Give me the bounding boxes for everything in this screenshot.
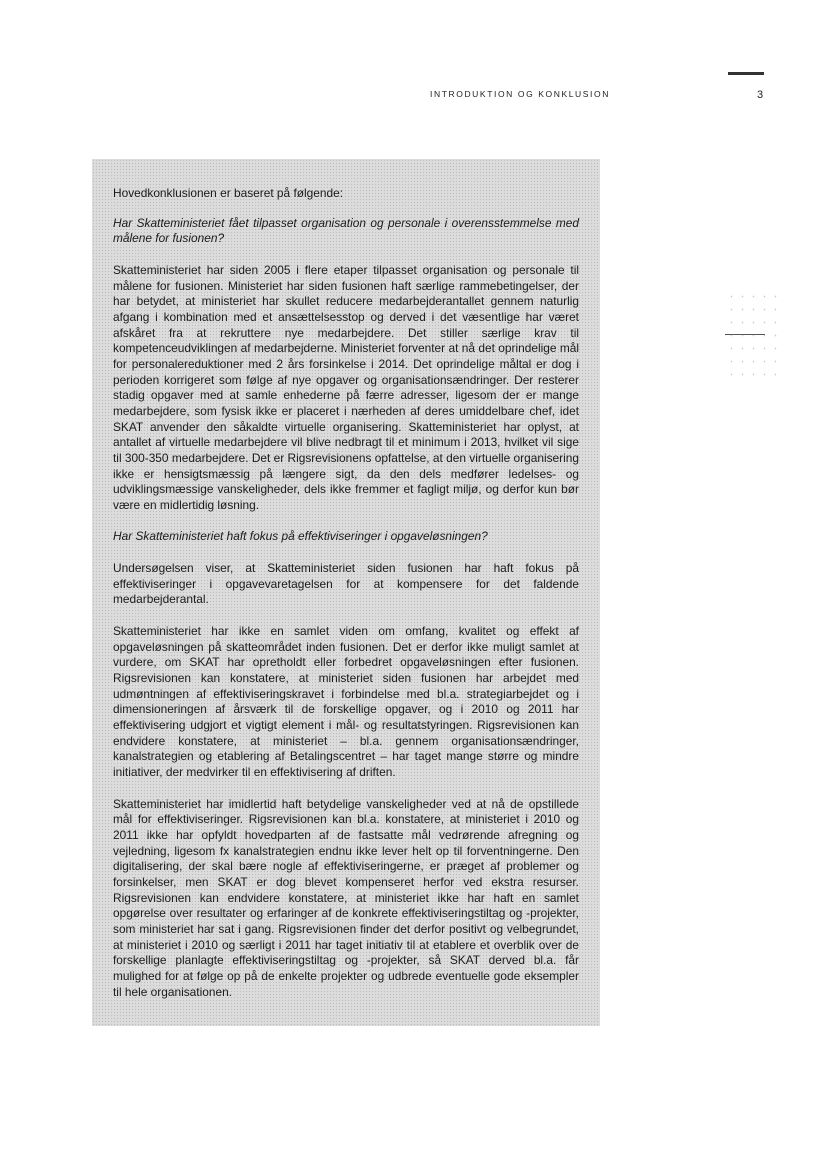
page-number: 3 [757, 89, 764, 101]
scan-corner-mark [728, 72, 764, 75]
box-intro-text: Hovedkonklusionen er baseret på følgende: [113, 186, 344, 200]
question-heading-1: Har Skatteministeriet fået tilpasset organisation og personale i overensstemmelse med målene for fusionen? [113, 215, 579, 246]
question-heading-2: Har Skatteministeriet haft fokus på effektiviseringer i opgaveløsningen? [113, 529, 488, 544]
body-paragraph-4: Skatteministeriet har imidlertid haft betydelige vanskeligheder ved at nå de opstillede mål for effektiviseringer. Rigsrevisionen kan bl.a. konstatere, at ministeriet i 2010 og 2011 ikke har opfyldt hovedparten af de fastsatte mål vedrørende afregning og vejledning, ligesom fx kanalstrategien endnu ikke lever helt op til forventningerne. Den digitalisering, der skal bære nogle af effektiviseringerne, er præget af problemer og forsinkelser, men SKAT er dog blevet kompenseret herfor ved ekstra resurser. Rigsrevisionen kan endvidere konstatere, at ministeriet ikke har haft en samlet opgørelse over resultater og erfaringer af de konkrete effektiviseringstiltag og -projekter, som ministeriet har sat i gang. Rigsrevisionen finder det derfor positivt og velbegrundet, at ministeriet i 2010 og særligt i 2011 har taget initiativ til at etablere et overblik over de forskellige planlagte effektiviseringstiltag og -projekter, så SKAT derved bl.a. får mulighed for at følge op på de enkelte projekter og udbrede eventuelle gode eksempler til hele organisationen. [113, 796, 579, 999]
body-paragraph-2: Undersøgelsen viser, at Skatteministeriet siden fusionen har haft fokus på effektiviseringer i opgavevaretagelsen for at kompensere for det faldende medarbejderantal. [113, 561, 579, 607]
conclusion-box [92, 159, 600, 1026]
body-paragraph-3: Skatteministeriet har ikke en samlet viden om omfang, kvalitet og effekt af opgaveløsningen på skatteområdet inden fusionen. Det er derfor ikke muligt samlet at vurdere, om SKAT har opretholdt eller forbedret opgaveløsningen efter fusionen. Rigsrevisionen kan konstatere, at ministeriet siden fusionen har arbejdet med udmøntningen af effektiviseringskravet i forbindelse med bl.a. strategiarbejdet og i dimensioneringen af årsværk til de forskellige opgaver, og i 2010 og 2011 har effektivisering udgjort et vigtigt element i mål- og resultatstyringen. Rigsrevisionen kan endvidere konstatere, at ministeriet – bl.a. gennem organisationsændringer, kanalstrategien og etablering af Betalingscentret – har taget mange større og mindre initiativer, der medvirker til en effektivisering af driften. [113, 624, 579, 779]
running-header-title: INTRODUKTION OG KONKLUSION [430, 89, 610, 99]
body-paragraph-1: Skatteministeriet har siden 2005 i flere etaper tilpasset organisation og personale til målene for fusionen. Ministeriet har siden fusionen haft særlige rammebetingelser, der har betydet, at ministeriet har skullet reducere medarbejderantallet gennem naturlig afgang i kombination med et ansættelsesstop og derved i det væsentlige har været afskåret fra at rekruttere nye medarbejdere. Det stiller særlige krav til kompetenceudviklingen af medarbejderne. Ministeriet forventer at nå det oprindelige mål for personalereduktioner med 2 års forsinkelse i 2014. Det oprindelige måltal er dog i perioden korrigeret som følge af nye opgaver og organisationsændringer. Der resterer stadig opgaver med at samle enhederne på færre adresser, ligesom der er mange medarbejdere, som fysisk ikke er placeret i nærheden af deres umiddelbare chef, idet SKAT anvender den såkaldte virtuelle organisering. Skatteministeriet har oplyst, at antallet af virtuelle medarbejdere vil blive nedbragt til et minimum i 2013, hvilket vil sige til 300-350 medarbejdere. Det er Rigsrevisionens opfattelse, at den virtuelle organisering ikke er hensigtsmæssig på længere sigt, da den dels medfører ledelses- og udviklingsmæssige vanskeligheder, dels ikke fremmer et fagligt miljø, og derfor kun bør være en midlertidig løsning. [113, 262, 579, 512]
scan-noise [726, 290, 786, 380]
